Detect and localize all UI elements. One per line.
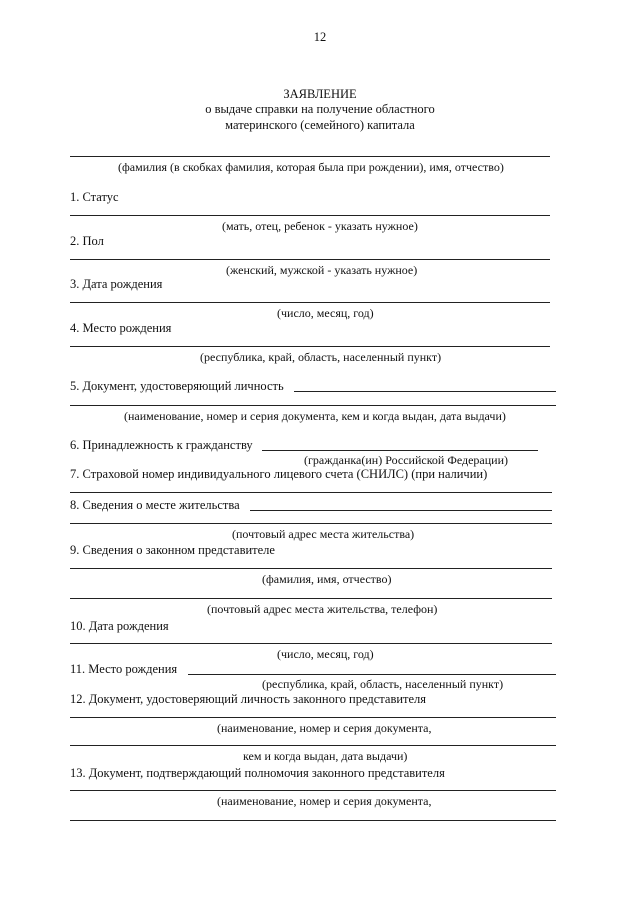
status-label: 1. Статус: [70, 190, 119, 204]
birthplace-input-line[interactable]: [70, 346, 550, 347]
rep-label: 9. Сведения о законном представителе: [70, 543, 275, 557]
rep-id-doc-label: 12. Документ, удостоверяющий личность законного представителя: [70, 692, 427, 706]
rep-authority-input-line-2[interactable]: [70, 820, 556, 821]
rep-name-input-line[interactable]: [70, 568, 552, 569]
birthplace-label: 4. Место рождения: [70, 321, 172, 335]
birthdate-label: 3. Дата рождения: [70, 277, 163, 291]
id-doc-input-line-2[interactable]: [70, 405, 556, 406]
residence-input-line-2[interactable]: [70, 523, 552, 524]
snils-label: 7. Страховой номер индивидуального лицевого счета (СНИЛС) (при наличии): [70, 467, 488, 481]
residence-input-line[interactable]: [250, 510, 552, 511]
rep-birthdate-hint: (число, месяц, год): [277, 647, 374, 661]
rep-name-hint: (фамилия, имя, отчество): [262, 572, 392, 586]
citizenship-input-line[interactable]: [262, 450, 538, 451]
gender-label: 2. Пол: [70, 234, 104, 248]
rep-birthdate-label: 10. Дата рождения: [70, 619, 169, 633]
residence-label: 8. Сведения о месте жительства: [70, 498, 240, 512]
rep-birthplace-label: 11. Место рождения: [70, 662, 178, 676]
birthplace-hint: (республика, край, область, населенный пункт): [200, 350, 442, 364]
rep-address-hint: (почтовый адрес места жительства, телефон): [207, 602, 438, 616]
document-title: ЗАЯВЛЕНИЕ: [283, 87, 357, 101]
rep-id-doc-input-line-2[interactable]: [70, 745, 556, 746]
rep-authority-input-line[interactable]: [70, 790, 556, 791]
gender-hint: (женский, мужской - указать нужное): [226, 263, 418, 277]
snils-input-line[interactable]: [70, 492, 552, 493]
fio-hint: (фамилия (в скобках фамилия, которая была при рождении), имя, отчество): [118, 160, 504, 174]
birthdate-hint: (число, месяц, год): [277, 306, 374, 320]
status-hint: (мать, отец, ребенок - указать нужное): [222, 219, 418, 233]
citizenship-label: 6. Принадлежность к гражданству: [70, 438, 253, 452]
rep-birthdate-input-line[interactable]: [70, 643, 552, 644]
rep-birthplace-hint: (республика, край, область, населенный пункт): [262, 677, 504, 691]
rep-authority-hint-1: (наименование, номер и серия документа,: [217, 794, 432, 808]
rep-authority-label: 13. Документ, подтверждающий полномочия законного представителя: [70, 766, 445, 780]
birthdate-input-line[interactable]: [70, 302, 550, 303]
status-input-line[interactable]: [70, 215, 550, 216]
fio-input-line[interactable]: [70, 156, 550, 157]
gender-input-line[interactable]: [70, 259, 550, 260]
document-subtitle-line-2: материнского (семейного) капитала: [225, 118, 415, 132]
id-doc-input-line[interactable]: [294, 391, 556, 392]
citizenship-hint: (гражданка(ин) Российской Федерации): [304, 453, 509, 467]
rep-address-input-line[interactable]: [70, 598, 552, 599]
id-doc-hint: (наименование, номер и серия документа, кем и когда выдан, дата выдачи): [124, 409, 506, 423]
page-number: 12: [313, 30, 327, 44]
rep-id-doc-hint-2: кем и когда выдан, дата выдачи): [243, 749, 408, 763]
rep-id-doc-input-line[interactable]: [70, 717, 556, 718]
residence-hint: (почтовый адрес места жительства): [232, 527, 415, 541]
document-subtitle-line-1: о выдаче справки на получение областного: [205, 102, 435, 116]
rep-birthplace-input-line[interactable]: [188, 674, 556, 675]
id-doc-label: 5. Документ, удостоверяющий личность: [70, 379, 284, 393]
rep-id-doc-hint-1: (наименование, номер и серия документа,: [217, 721, 432, 735]
